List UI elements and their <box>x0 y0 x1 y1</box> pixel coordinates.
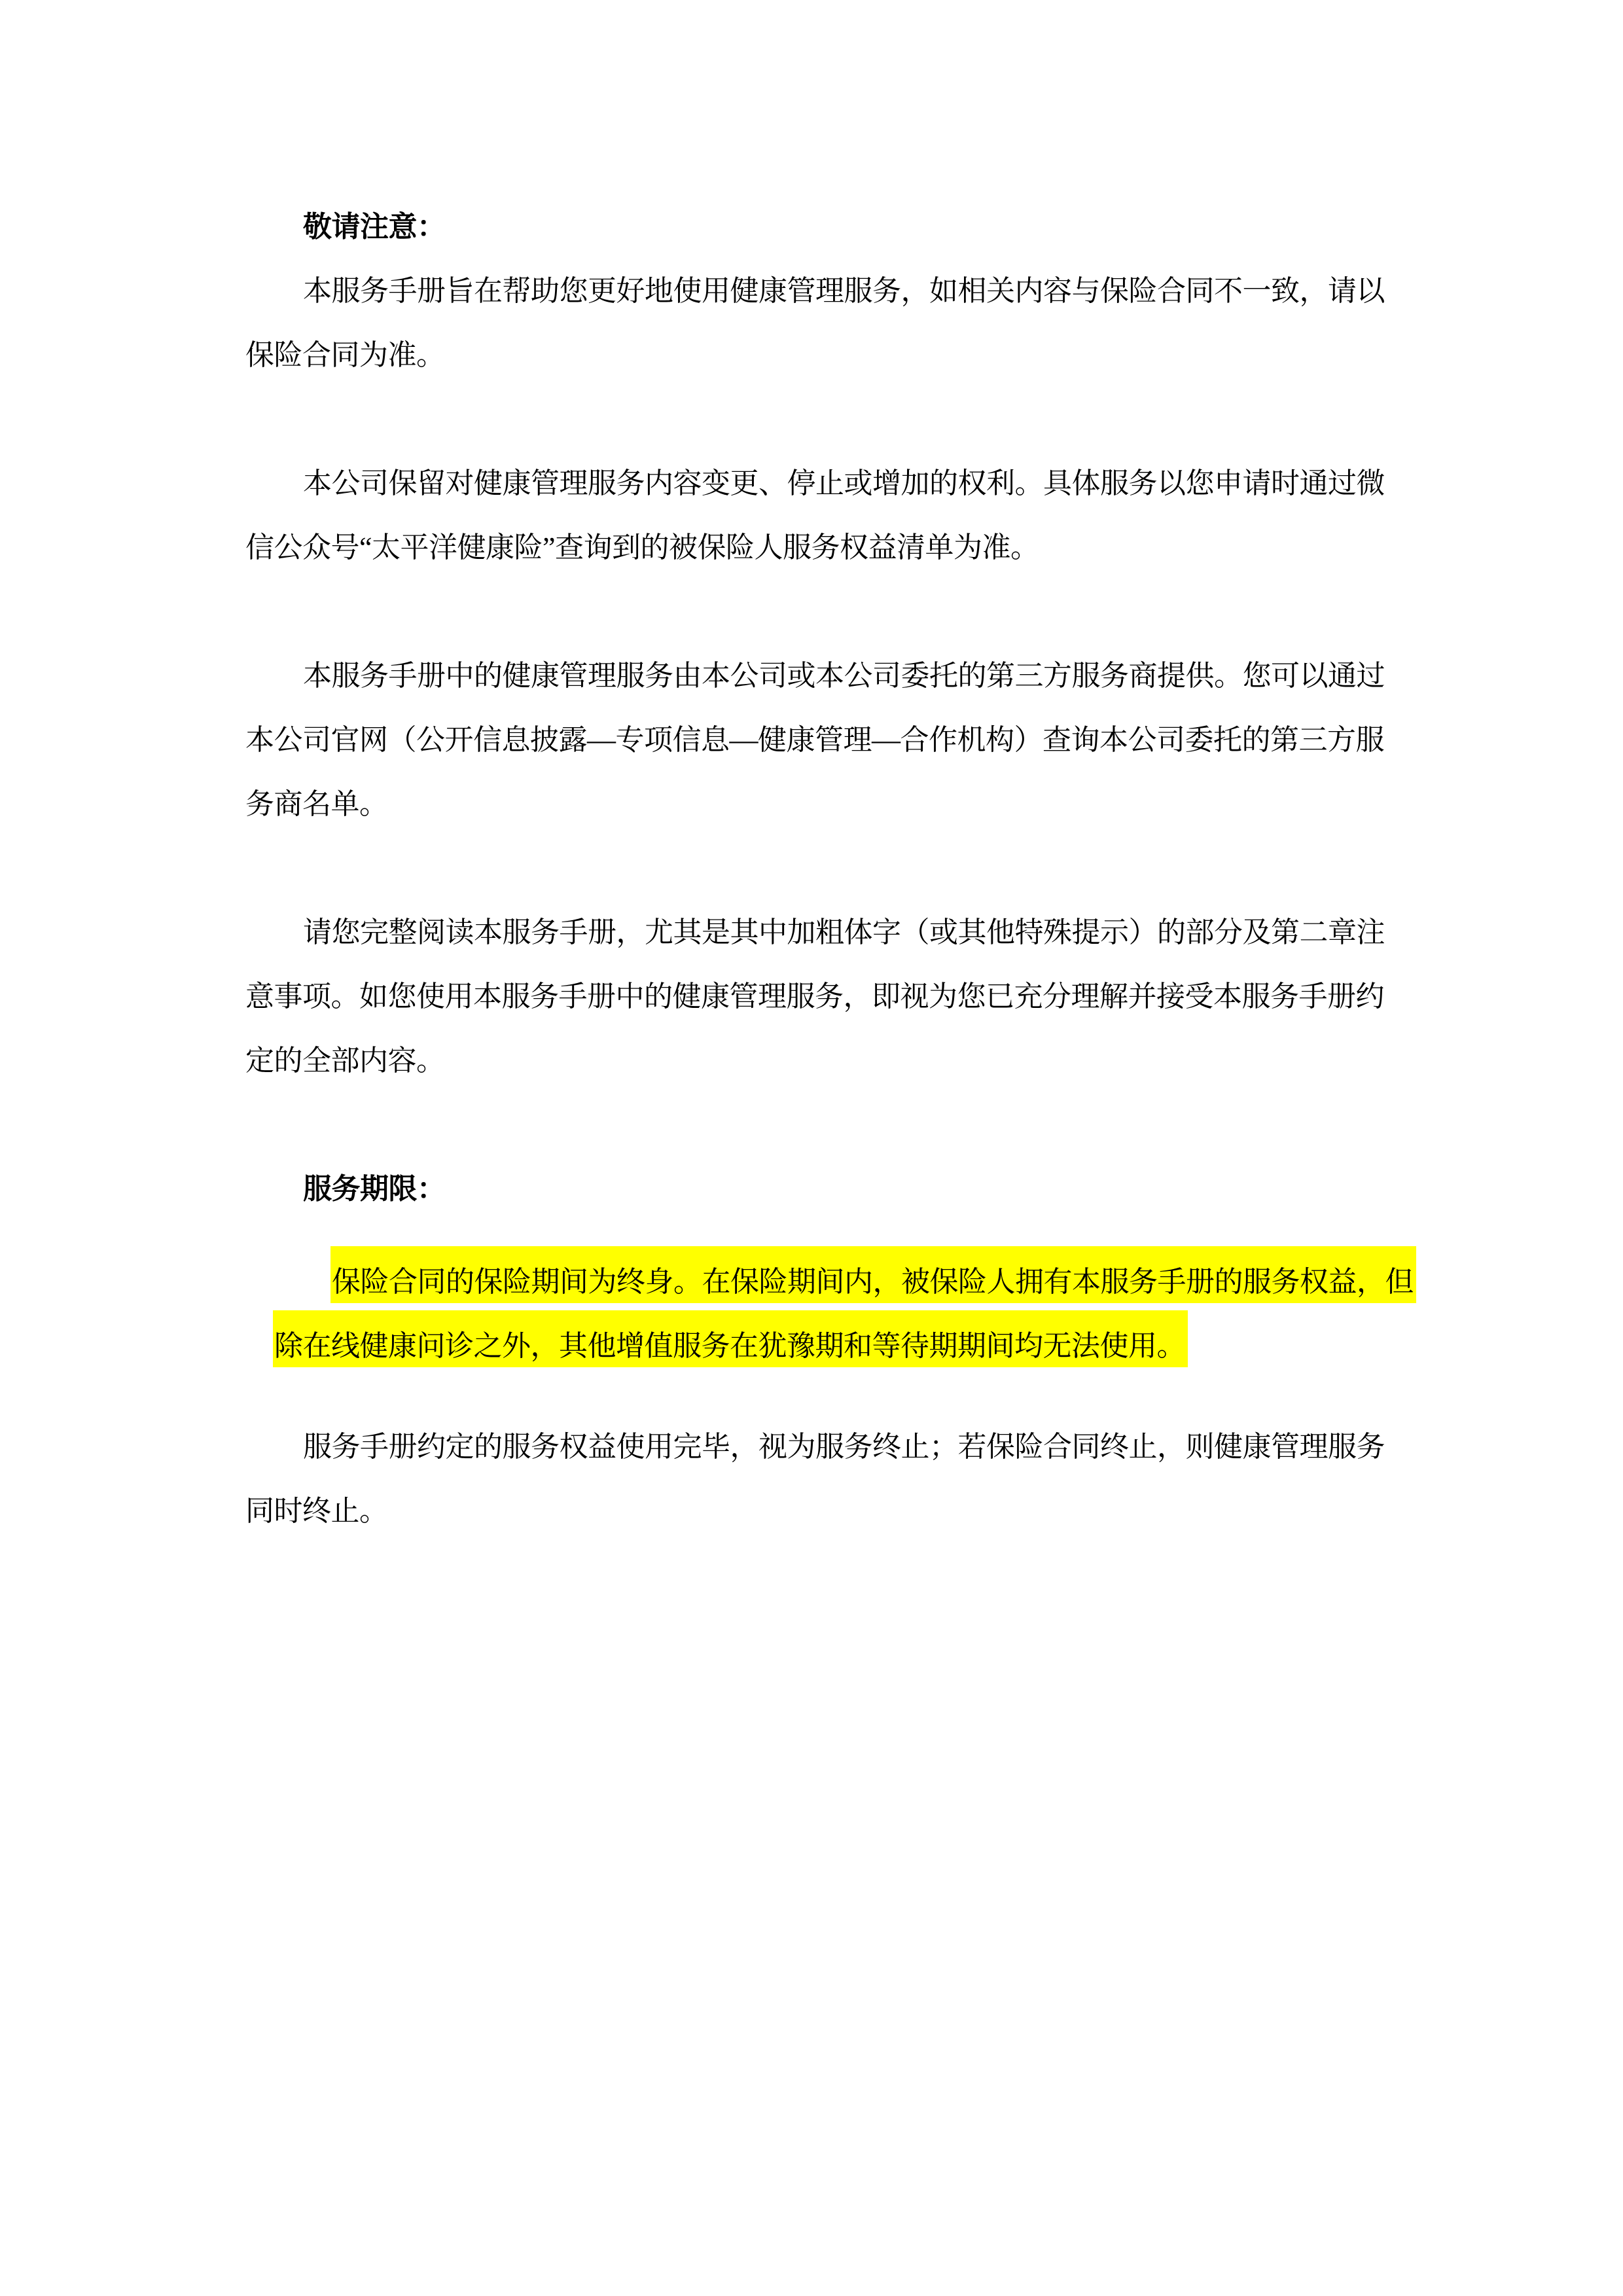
paragraph-1-line-1: 本服务手册旨在帮助您更好地使用健康管理服务，如相关内容与保险合同不一致，请以 <box>303 275 1385 307</box>
paragraph-4-line-1: 请您完整阅读本服务手册，尤其是其中加粗体字（或其他特殊提示）的部分及第二章注 <box>303 916 1385 948</box>
paragraph-3-line-2: 本公司官网（公开信息披露—专项信息—健康管理—合作机构）查询本公司委托的第三方服 <box>245 724 1384 756</box>
highlight-text-1: 保险合同的保险期间为终身。在保险期间内，被保险人拥有本服务手册的服务权益，但 <box>330 1246 1416 1303</box>
service-term-heading: 服务期限： <box>303 1173 446 1205</box>
paragraph-3-line-3: 务商名单。 <box>245 788 388 820</box>
paragraph-5-line-1: 服务手册约定的服务权益使用完毕，视为服务终止；若保险合同终止，则健康管理服务 <box>303 1431 1385 1463</box>
paragraph-3-line-1: 本服务手册中的健康管理服务由本公司或本公司委托的第三方服务商提供。您可以通过 <box>303 660 1385 692</box>
paragraph-4-line-2: 意事项。如您使用本服务手册中的健康管理服务，即视为您已充分理解并接受本服务手册约 <box>245 980 1384 1013</box>
highlight-text-2: 除在线健康问诊之外，其他增值服务在犹豫期和等待期期间均无法使用。 <box>273 1310 1188 1367</box>
paragraph-2-line-2: 信公众号“太平洋健康险”查询到的被保险人服务权益清单为准。 <box>245 531 1039 564</box>
paragraph-1-line-2: 保险合同为准。 <box>245 339 445 371</box>
paragraph-5-line-2: 同时终止。 <box>245 1495 388 1527</box>
paragraph-4-line-3: 定的全部内容。 <box>245 1045 445 1077</box>
notice-heading: 敬请注意： <box>303 211 446 243</box>
paragraph-2-line-1: 本公司保留对健康管理服务内容变更、停止或增加的权利。具体服务以您申请时通过微 <box>303 467 1385 499</box>
highlighted-line-2 <box>245 1303 1188 1390</box>
